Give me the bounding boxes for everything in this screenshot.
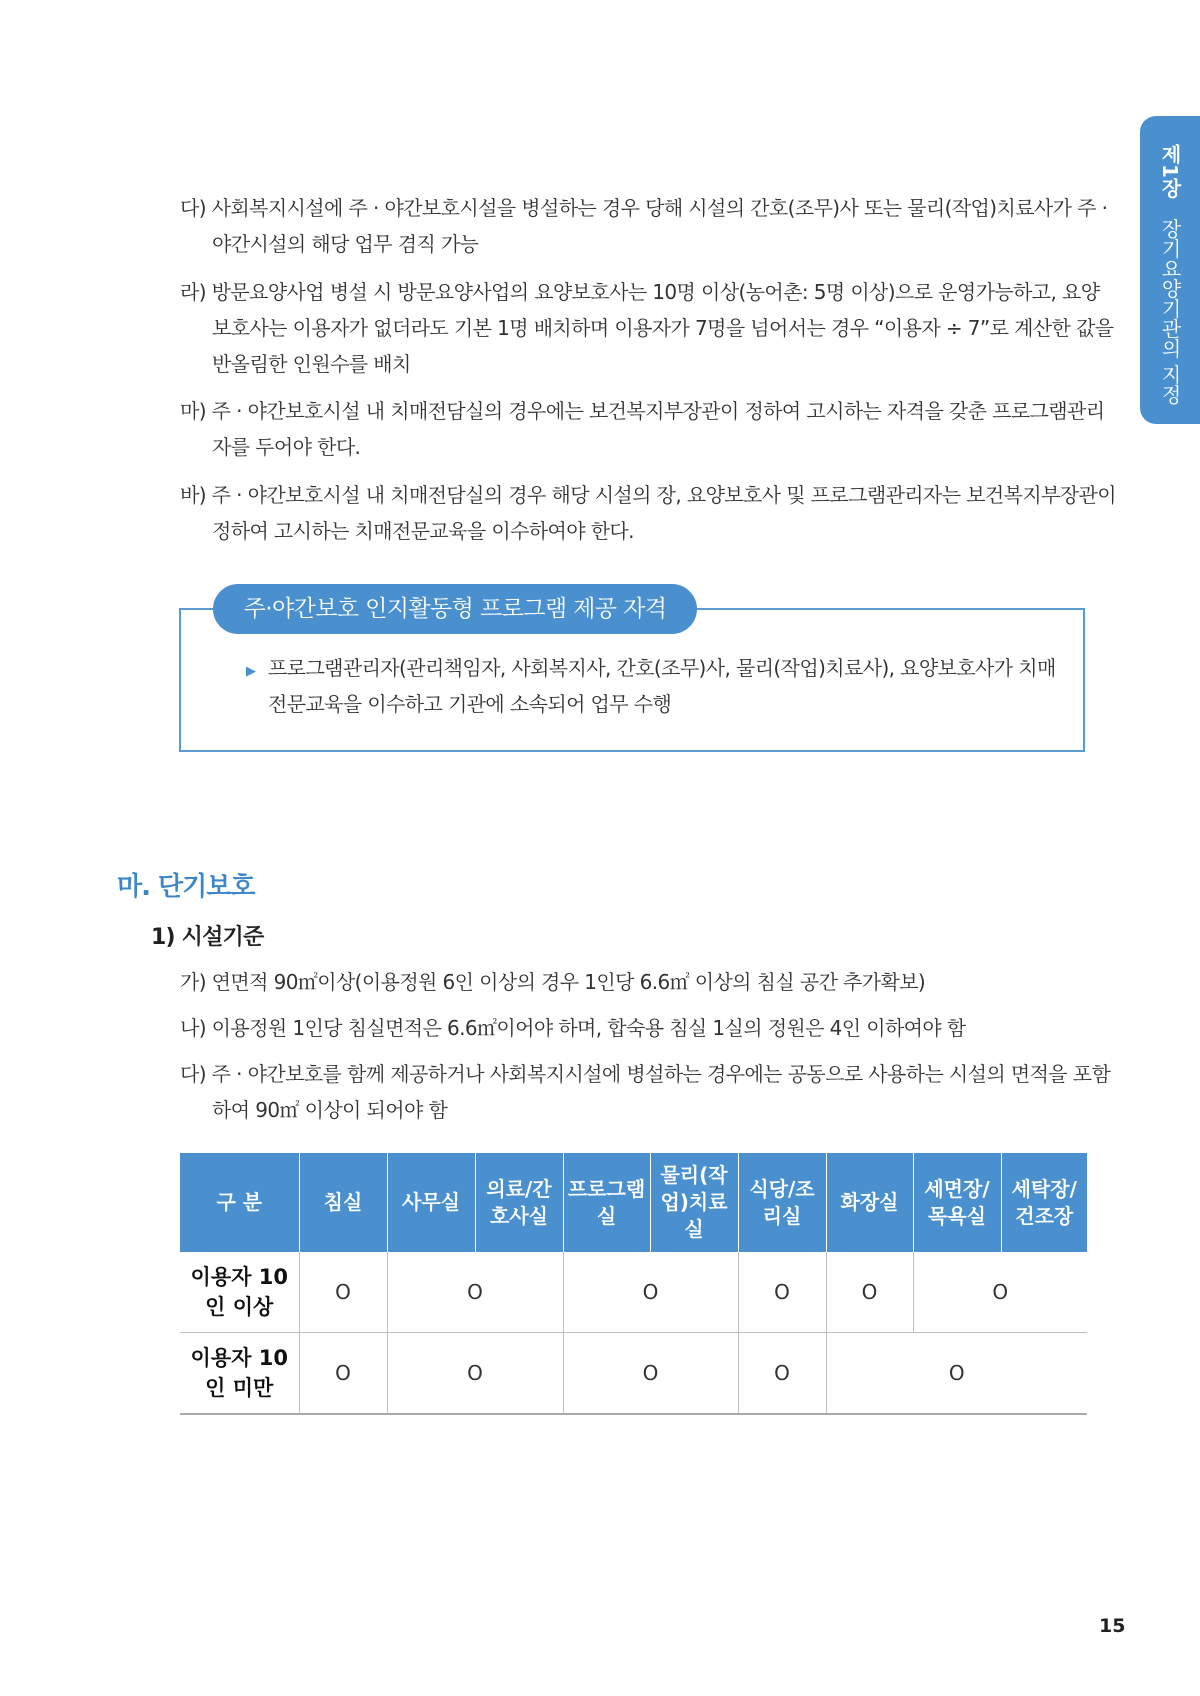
list-item: 나) 이용정원 1인당 침실면적은 6.6㎡이어야 하며, 합숙용 침실 1실의 정원은 4인 이하여야 함 [180, 1016, 966, 1040]
table-header-cell: 식당/조리실 [738, 1153, 826, 1252]
info-box-title: 주·야간보호 인지활동형 프로그램 제공 자격 [213, 584, 697, 634]
table-header-cell: 구 분 [180, 1153, 299, 1252]
chapter-side-tab [1140, 116, 1200, 424]
table-cell: O [563, 1333, 738, 1415]
table-row-label: 이용자 10인 미만 [180, 1333, 299, 1415]
table-header-cell: 의료/간호사실 [475, 1153, 563, 1252]
table-header-cell: 사무실 [387, 1153, 475, 1252]
table-header-cell: 화장실 [826, 1153, 913, 1252]
table-cell: O [913, 1252, 1087, 1333]
table-cell: O [387, 1252, 563, 1333]
table-header-cell: 세면장/목욕실 [913, 1153, 1001, 1252]
page-number: 15 [1099, 1615, 1126, 1637]
list-item: 바) 주 · 야간보호시설 내 치매전담실의 경우 해당 시설의 장, 요양보호사 및 프로그램관리자는 보건복지부장관이 정하여 고시하는 치매전문교육을 이수하여야 한다. [180, 483, 1116, 543]
table-cell: O [738, 1252, 826, 1333]
table-cell: O [387, 1333, 563, 1415]
triangle-bullet-icon: ▶ [246, 664, 256, 679]
list-item: 마) 주 · 야간보호시설 내 치매전담실의 경우에는 보건복지부장관이 정하여 고시하는 자격을 갖춘 프로그램관리자를 두어야 한다. [180, 399, 1105, 459]
section-title: 마. 단기보호 [117, 872, 255, 902]
table-cell: O [826, 1252, 913, 1333]
table-cell: O [563, 1252, 738, 1333]
table-header-row [180, 1153, 1087, 1252]
facility-table [180, 1153, 1087, 1415]
chapter-number: 제1장 [1158, 144, 1182, 198]
list-item: 다) 주 · 야간보호를 함께 제공하거나 사회복지시설에 병설하는 경우에는 공동으로 사용하는 시설의 면적을 포함하여 90㎡ 이상이 되어야 함 [180, 1062, 1111, 1122]
info-box-text: 프로그램관리자(관리책임자, 사회복지사, 간호(조무)사, 물리(작업)치료사), 요양보호사가 치매전문교육을 이수하고 기관에 소속되어 업무 수행 [268, 656, 1056, 716]
list-item: 가) 연면적 90㎡이상(이용정원 6인 이상의 경우 1인당 6.6㎡ 이상의 침실 공간 추가확보) [180, 970, 926, 994]
chapter-side-tab-text [1156, 144, 1184, 405]
table-cell: O [299, 1252, 387, 1333]
table-cell: O [299, 1333, 387, 1415]
table-cell: O [738, 1333, 826, 1415]
list-item: 라) 방문요양사업 병설 시 방문요양사업의 요양보호사는 10명 이상(농어촌: 5명 이상)으로 운영가능하고, 요양보호사는 이용자가 없더라도 기본 1명 배치하며 이용자가 7명을 넘어서는 경우 “이용자 ÷ 7”로 계산한 값을 반올림한 인원수를 배치 [180, 280, 1114, 376]
table-header-cell: 세탁장/건조장 [1001, 1153, 1087, 1252]
chapter-title: 장기요양기관의 지정 [1158, 218, 1182, 405]
table-row-label: 이용자 10인 이상 [180, 1252, 299, 1333]
table-row [180, 1252, 1087, 1333]
list-item: 다) 사회복지시설에 주 · 야간보호시설을 병설하는 경우 당해 시설의 간호(조무)사 또는 물리(작업)치료사가 주 · 야간시설의 해당 업무 겸직 가능 [180, 196, 1108, 256]
table-header-cell: 프로그램실 [563, 1153, 650, 1252]
subsection-title: 1) 시설기준 [151, 925, 264, 950]
table-row [180, 1333, 1087, 1415]
table-cell: O [826, 1333, 1087, 1415]
table-header-cell: 물리(작업)치료실 [650, 1153, 738, 1252]
table-header-cell: 침실 [299, 1153, 387, 1252]
